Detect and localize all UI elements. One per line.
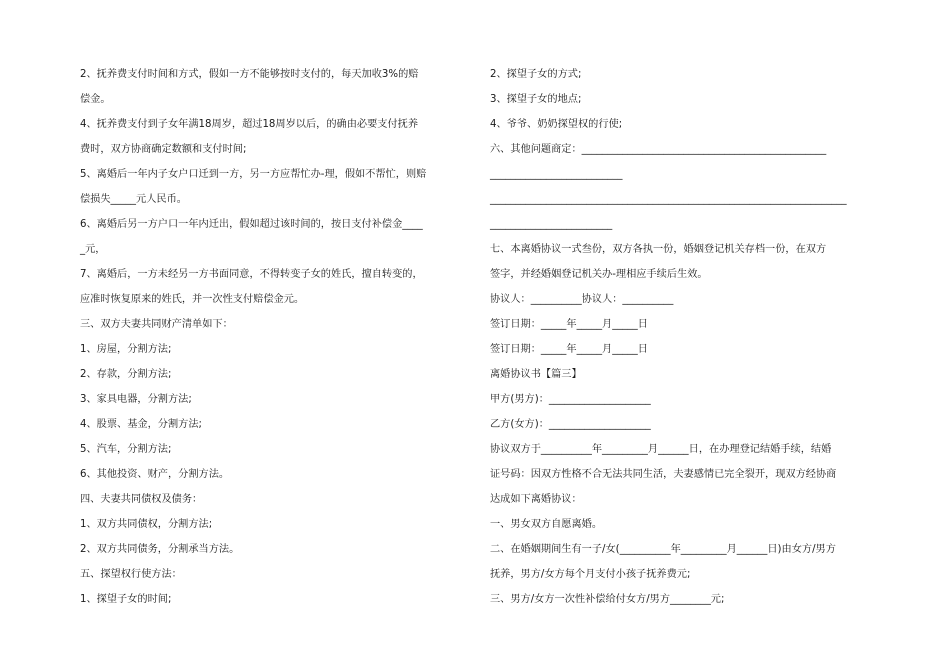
right-line: 签字，并经婚姻登记机关办-理相应手续后生效。 — [490, 269, 708, 280]
right-line: 4、爷爷、奶奶探望权的行使; — [490, 119, 623, 130]
left-line: 6、其他投资、财产，分割方法。 — [80, 469, 230, 480]
left-line: 1、双方共同债权，分割方法; — [80, 519, 213, 530]
right-line: 达成如下离婚协议： — [490, 494, 582, 505]
right-line: 甲方(男方)：____________________ — [490, 394, 651, 405]
left-line: 1、房屋，分割方法; — [80, 344, 172, 355]
right-line: 一、男女双方自愿离婚。 — [490, 519, 603, 530]
right-line: 协议双方于__________年_________月______日，在办理登记结婚手续，结婚 — [490, 444, 832, 455]
left-line: 7、离婚后，一方未经另一方书面同意，不得转变子女的姓氏，擅自转变的， — [80, 269, 423, 280]
left-line: 2、双方共同债务，分割承当方法。 — [80, 544, 240, 555]
right-line: 离婚协议书【篇三】 — [490, 369, 582, 380]
right-line: __________________________ — [490, 169, 623, 180]
left-line: 1、探望子女的时间; — [80, 594, 172, 605]
right-line: ______________________________________________________________________ — [490, 194, 847, 205]
right-line: 二、在婚姻期间生有一子/女(__________年_________月______日)由女方/男方 — [490, 544, 836, 555]
left-line: 2、存款，分割方法; — [80, 369, 172, 380]
right-line: 六、其他问题商定：________________________________________________ — [490, 144, 827, 155]
left-line: _元， — [80, 244, 106, 255]
left-column — [80, 62, 450, 612]
left-line: 5、离婚后一年内子女户口迁到一方，另一方应帮忙办-理，假如不帮忙，则赔 — [80, 169, 427, 180]
right-line: 3、探望子女的地点; — [490, 94, 582, 105]
left-line: 五、探望权行使方法： — [80, 569, 182, 580]
left-line: 偿损失_____元人民币。 — [80, 194, 187, 205]
right-line: 2、探望子女的方式; — [490, 69, 582, 80]
right-line: 签订日期：_____年_____月_____日 — [490, 344, 648, 355]
right-line: 签订日期：_____年_____月_____日 — [490, 319, 648, 330]
left-line: 四、夫妻共同债权及债务： — [80, 494, 203, 505]
right-line: 协议人：__________协议人：__________ — [490, 294, 674, 305]
right-line: 三、男方/女方一次性补偿给付女方/男方________元; — [490, 594, 725, 605]
left-line: 6、离婚后另一方户口一年内迁出，假如超过该时间的，按日支付补偿金____ — [80, 219, 423, 230]
left-line: 3、家具电器，分割方法; — [80, 394, 192, 405]
right-column — [490, 62, 880, 612]
right-line: 七、本离婚协议一式叁份，双方各执一份，婚姻登记机关存档一份，在双方 — [490, 244, 827, 255]
left-line: 费时，双方协商确定数额和支付时间; — [80, 144, 247, 155]
left-line: 应准时恢复原来的姓氏，并一次性支付赔偿金元。 — [80, 294, 305, 305]
right-line: 抚养，男方/女方每个月支付小孩子抚养费元; — [490, 569, 691, 580]
right-line: 乙方(女方)：____________________ — [490, 419, 651, 430]
right-line: ________________________ — [490, 219, 613, 230]
right-line: 证号码：因双方性格不合无法共同生活，夫妻感情已完全裂开，现双方经协商 — [490, 469, 837, 480]
left-line: 偿金。 — [80, 94, 111, 105]
left-line: 三、双方夫妻共同财产清单如下： — [80, 319, 233, 330]
left-line: 4、抚养费支付到子女年满18周岁，超过18周岁以后，的确由必要支付抚养 — [80, 119, 419, 130]
left-line: 2、抚养费支付时间和方式，假如一方不能够按时支付的，每天加收3%的赔 — [80, 69, 419, 80]
left-line: 5、汽车，分割方法; — [80, 444, 172, 455]
left-line: 4、股票、基金，分割方法; — [80, 419, 202, 430]
